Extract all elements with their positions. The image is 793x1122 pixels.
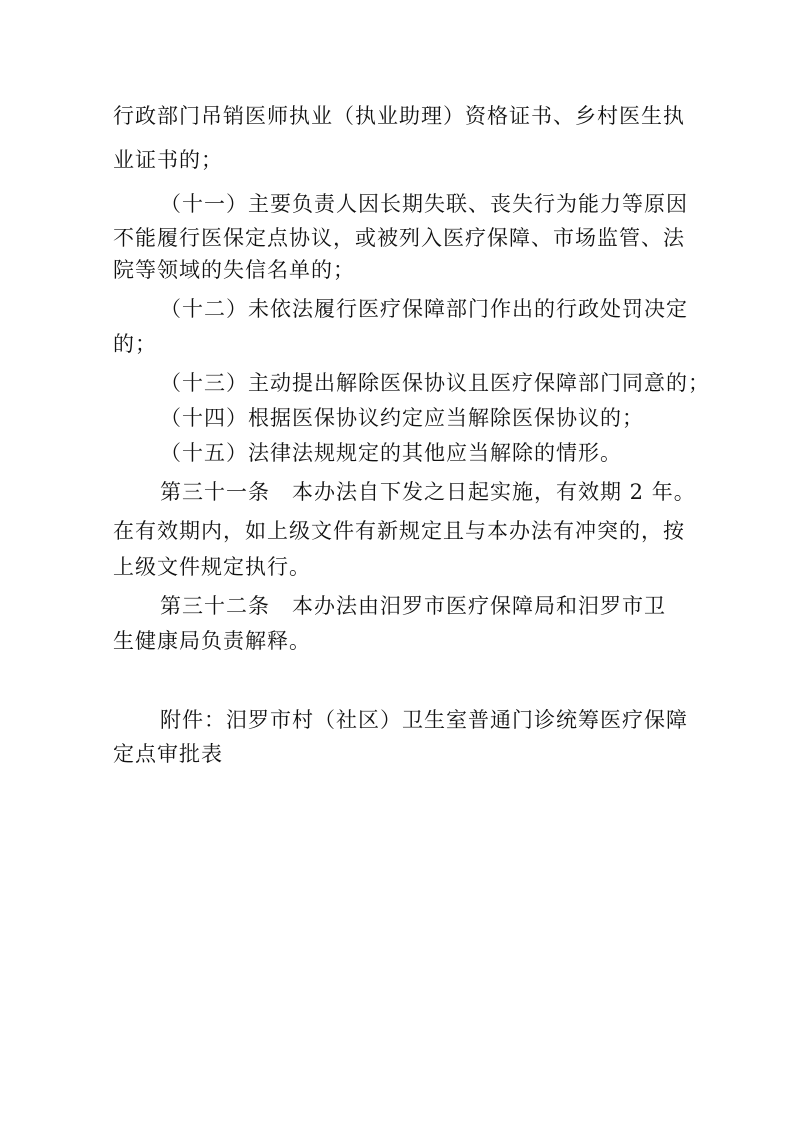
text-line: （十五）法律法规规定的其他应当解除的情形。 [160,441,622,465]
text-line: 在有效期内，如上级文件有新规定且与本办法有冲突的，按 [113,519,685,543]
text-line: （十二）未依法履行医疗保障部门作出的行政处罚决定 [160,297,688,321]
text-line: （十四）根据医保协议约定应当解除医保协议的； [160,406,644,430]
text-line: 生健康局负责解释。 [113,629,311,653]
text-line: （十三）主动提出解除医保协议且医疗保障部门同意的； [160,371,710,395]
text-line: （十一）主要负责人因长期失联、丧失行为能力等原因 [160,192,688,216]
text-line: 第三十二条 本办法由汨罗市医疗保障局和汨罗市卫 [160,594,666,618]
text-line: 院等领域的失信名单的； [113,258,355,282]
text-line: 行政部门吊销医师执业（执业助理）资格证书、乡村医生执 [113,104,685,128]
text-line: 的； [113,332,157,356]
text-line: 附件：汨罗市村（社区）卫生室普通门诊统筹医疗保障 [160,708,688,732]
text-line: 业证书的； [113,148,223,172]
text-line: 定点审批表 [113,742,223,766]
text-line: 上级文件规定执行。 [113,555,311,579]
text-line: 第三十一条 本办法自下发之日起实施，有效期 2 年。 [160,480,696,504]
text-line: 不能履行医保定点协议，或被列入医疗保障、市场监管、法 [113,226,685,250]
